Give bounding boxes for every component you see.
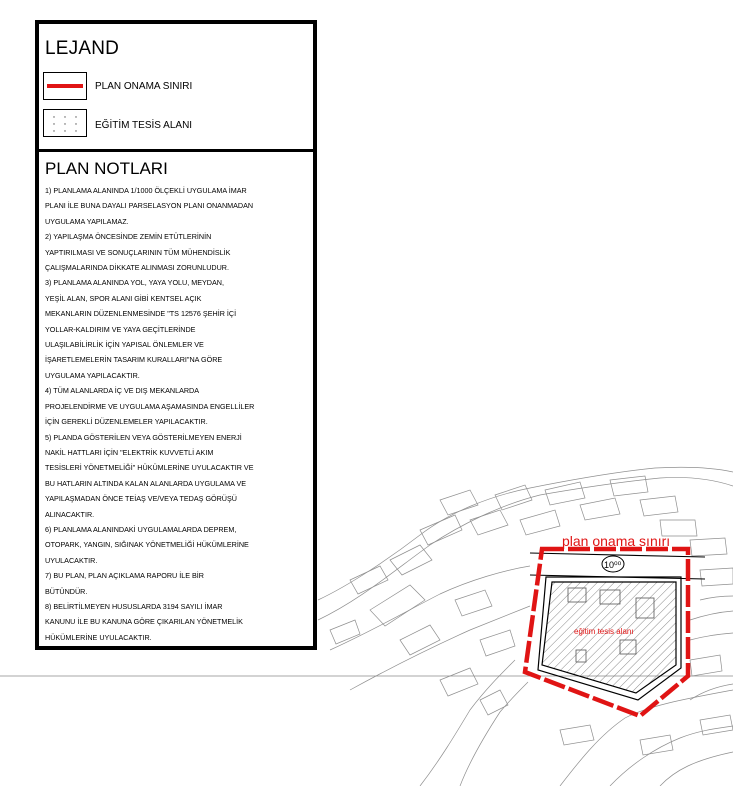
legend-item-plan-boundary: PLAN ONAMA SINIRI — [95, 81, 193, 92]
note-line: BU HATLARIN ALTINDA KALAN ALANLARDA UYGULAMA VE — [45, 478, 247, 488]
note-line: OTOPARK, YANGIN, SIĞINAK YÖNETMELİĞİ HÜKÜMLERİNE — [45, 540, 249, 550]
note-line: 4) TÜM ALANLARDA İÇ VE DIŞ MEKANLARDA — [45, 386, 200, 396]
legend-item-education-area: EĞİTİM TESİS ALANI — [95, 120, 193, 131]
note-line: KANUNU İLE BU KANUNA GÖRE ÇIKARILAN YÖNETMELİK — [45, 617, 243, 627]
note-line: 5) PLANDA GÖSTERİLEN VEYA GÖSTERİLMEYEN ENERJİ — [45, 432, 242, 442]
note-line: YOLLAR-KALDIRIM VE YAYA GEÇİTLERİNDE — [45, 324, 196, 334]
note-line: NAKİL HATTLARI İÇİN "ELEKTRİK KUVVETLİ AKIM — [45, 447, 214, 457]
note-line: YAPILAŞMADAN ÖNCE TEİAŞ VE/VEYA TEDAŞ GÖRÜŞÜ — [45, 494, 237, 504]
note-line: UYGULAMA YAPILACAKTIR. — [45, 370, 140, 380]
note-line: MEKANLARIN DÜZENLENMESİNDE "TS 12576 ŞEHİR İÇİ — [45, 309, 237, 319]
notes-title: PLAN NOTLARI — [45, 159, 168, 178]
note-line: ÇALIŞMALARINDA DİKKATE ALINMASI ZORUNLUDUR. — [45, 263, 229, 273]
boundary-label: plan onama sınırı — [562, 533, 671, 549]
note-line: PROJELENDİRME VE UYGULAMA AŞAMASINDA ENGELLİLER — [45, 401, 255, 411]
legend-section — [39, 24, 313, 152]
note-line: TESİSLERİ YÖNETMELİĞİ" HÜKÜMLERİNE UYULACAKTIR VE — [45, 463, 254, 473]
note-line: 2) YAPILAŞMA ÖNCESİNDE ZEMİN ETÜTLERİNİN — [45, 232, 212, 242]
note-line: ULAŞILABİLİRLİK İÇİN YAPISAL ÖNLEMLER VE — [45, 340, 204, 350]
note-line: YAPTIRILMASI VE SONUÇLARININ TÜM MÜHENDİSLİK — [45, 247, 231, 257]
legend-title: LEJAND — [45, 38, 120, 59]
note-line: UYGULAMA YAPILAMAZ. — [45, 216, 129, 226]
plan-boundary-swatch — [43, 72, 87, 100]
notes-list — [45, 183, 281, 645]
note-line: PLANI İLE BUNA DAYALI PARSELASYON PLANI ONANMADAN — [45, 201, 254, 211]
area-label: eğitim tesis alanı — [574, 627, 634, 636]
note-line: 6) PLANLAMA ALANINDAKİ UYGULAMALARDA DEPREM, — [45, 524, 237, 534]
note-line: YEŞİL ALAN, SPOR ALANI GİBİ KENTSEL AÇIK — [45, 293, 202, 303]
note-line: HÜKÜMLERİNE UYULACAKTIR. — [45, 632, 152, 642]
note-line: 8) BELİRTİLMEYEN HUSUSLARDA 3194 SAYILI İMAR — [45, 601, 223, 611]
road-label: 10⁰⁰ — [604, 560, 622, 570]
note-line: 3) PLANLAMA ALANINDA YOL, YAYA YOLU, MEYDAN, — [45, 278, 224, 288]
education-area-swatch — [43, 109, 87, 137]
dot-pattern-icon — [44, 110, 86, 136]
note-line: BÜTÜNDÜR. — [45, 586, 88, 596]
note-line: İÇİN GEREKLİ DÜZENLEMELER YAPILACAKTIR. — [45, 417, 208, 427]
note-line: ALINACAKTIR. — [45, 509, 95, 519]
note-line: 1) PLANLAMA ALANINDA 1/1000 ÖLÇEKLİ UYGULAMA İMAR — [45, 186, 247, 195]
note-line: İŞARETLEMELERİN TASARIM KURALLARI"NA GÖRE — [45, 355, 223, 365]
note-line: UYULACAKTIR. — [45, 555, 98, 565]
note-line: 7) BU PLAN, PLAN AÇIKLAMA RAPORU İLE BİR — [45, 571, 204, 581]
legend-panel — [35, 20, 317, 650]
